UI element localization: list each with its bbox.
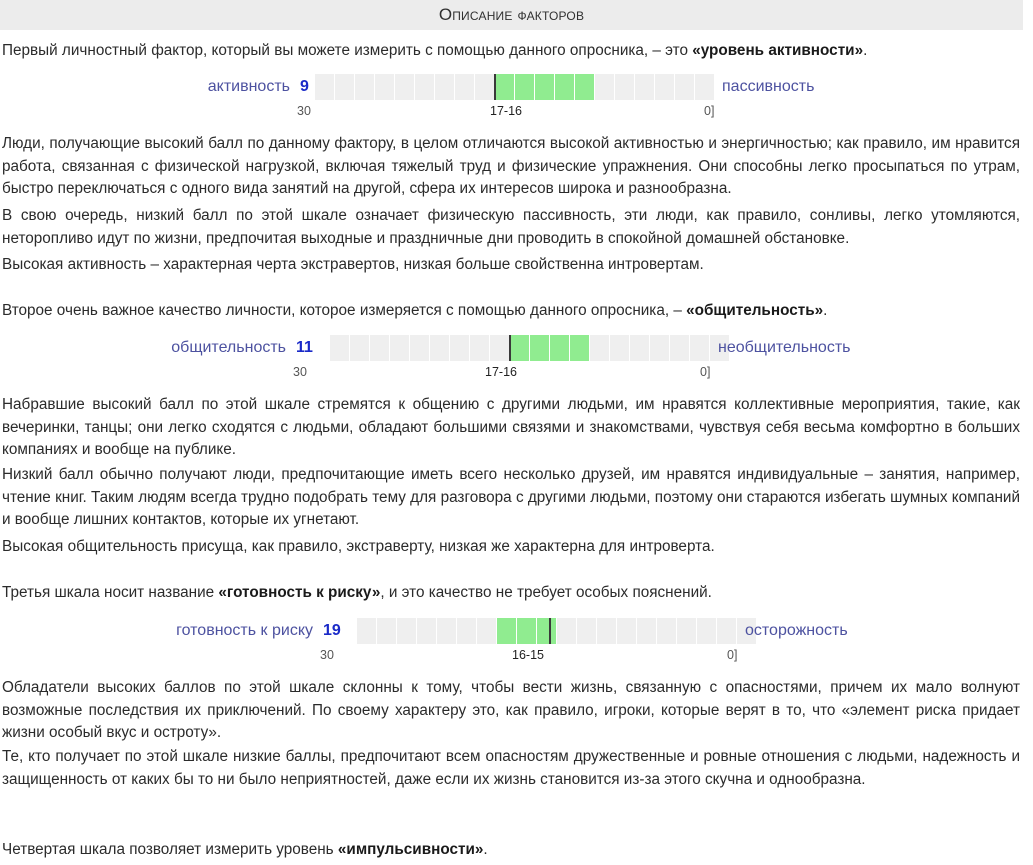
scale-cell bbox=[670, 335, 689, 361]
scale-cell bbox=[557, 618, 576, 644]
intro-tail: , и это качество не требует особых пояснений. bbox=[380, 584, 712, 601]
scale-cell bbox=[510, 335, 529, 361]
scale-score: 11 bbox=[296, 339, 313, 356]
scale-norm-marker bbox=[549, 618, 551, 644]
scale-cell bbox=[390, 335, 409, 361]
factor-scale bbox=[160, 74, 860, 122]
scale-left-label: общительность bbox=[171, 339, 286, 356]
scale-cell bbox=[397, 618, 416, 644]
factor-intro bbox=[2, 582, 1020, 605]
scale-cell bbox=[657, 618, 676, 644]
intro-tail: . bbox=[863, 42, 868, 59]
scale-cell bbox=[555, 74, 574, 100]
scale-cell bbox=[315, 74, 334, 100]
scale-cell bbox=[655, 74, 674, 100]
scale-cell bbox=[395, 74, 414, 100]
scale-cell bbox=[675, 74, 694, 100]
scale-max-tick: 0] bbox=[700, 365, 711, 379]
intro-tail: . bbox=[823, 302, 828, 319]
scale-norm-marker bbox=[494, 74, 496, 100]
scale-cell bbox=[530, 335, 549, 361]
factor-paragraph: Люди, получающие высокий балл по данному фактору, в целом отличаются высокой активностью и энергичностью; как правило, им нравится работа, связанная с физической нагрузкой, включая тяжелый труд и физические упражнения. Они способны легко просыпаться по утрам, быстро переключаться с одного вида занятий на другой, сфера их интересов широка и разнообразна. bbox=[2, 135, 1020, 198]
scale-cell bbox=[330, 335, 349, 361]
scale-cell bbox=[595, 74, 614, 100]
scale-cell bbox=[490, 335, 509, 361]
scale-cells bbox=[330, 335, 710, 361]
scale-min-tick: 30 bbox=[297, 104, 311, 118]
scale-cell bbox=[537, 618, 556, 644]
scale-cell bbox=[570, 335, 589, 361]
scale-cell bbox=[430, 335, 449, 361]
scale-cell bbox=[470, 335, 489, 361]
scale-cell bbox=[575, 74, 594, 100]
scale-cell bbox=[435, 74, 454, 100]
scale-norm-tick: 17-16 bbox=[485, 365, 517, 379]
factor-name: «уровень активности» bbox=[692, 42, 864, 59]
scale-cell bbox=[335, 74, 354, 100]
scale-score: 9 bbox=[300, 78, 309, 95]
scale-max-tick: 0] bbox=[704, 104, 715, 118]
intro-tail: . bbox=[483, 841, 488, 858]
factor-paragraph: Те, кто получает по этой шкале низкие баллы, предпочитают всем опасностям дружественные и ровные отношения с людьми, надежность и защищенность от каких бы то ни было неприятностей, даже если их жизнь становится из-за этого скучна и однообразна. bbox=[2, 748, 1020, 788]
scale-cell bbox=[355, 74, 374, 100]
scale-cell bbox=[477, 618, 496, 644]
intro-text: Четвертая шкала позволяет измерить уровень bbox=[2, 841, 338, 858]
scale-cell bbox=[495, 74, 514, 100]
scale-norm-tick: 16-15 bbox=[512, 648, 544, 662]
scale-cell bbox=[535, 74, 554, 100]
scale-max-tick: 0] bbox=[727, 648, 738, 662]
scale-cell bbox=[650, 335, 669, 361]
factor-paragraph: В свою очередь, низкий балл по этой шкале означает физическую пассивность, эти люди, как правило, сонливы, легко утомляются, неторопливо идут по жизни, предпочитая выходные и праздничные дни проводить в спокойной домашней обстановке. bbox=[2, 207, 1020, 247]
scale-left-label: активность bbox=[207, 78, 290, 95]
factor-paragraph: Набравшие высокий балл по этой шкале стремятся к общению с другими людьми, им нравятся коллективные мероприятия, такие, как вечеринки, танцы; они легко сходятся с людьми, обладают большими связями и знакомствами, чувствуя себя весьма комфортно в больших компаниях и вообще на публике. bbox=[2, 396, 1020, 459]
section-title: Описание факторов bbox=[438, 5, 585, 24]
scale-cell bbox=[597, 618, 616, 644]
scale-cell bbox=[550, 335, 569, 361]
factor-name: «импульсивности» bbox=[337, 841, 484, 858]
scale-cell bbox=[717, 618, 736, 644]
scale-cell bbox=[637, 618, 656, 644]
scale-right-label: пассивность bbox=[722, 78, 815, 95]
factor-paragraph: Высокая общительность присуща, как правило, экстраверту, низкая же характерна для интроверта. bbox=[2, 538, 715, 555]
intro-text: Первый личностный фактор, который вы можете измерить с помощью данного опросника, – это bbox=[2, 42, 693, 59]
scale-cell bbox=[695, 74, 714, 100]
scale-cell bbox=[690, 335, 709, 361]
scale-left-label: готовность к риску bbox=[176, 622, 313, 639]
scale-cell bbox=[610, 335, 629, 361]
scale-cell bbox=[515, 74, 534, 100]
intro-text: Второе очень важное качество личности, которое измеряется с помощью данного опросника, – bbox=[2, 302, 687, 319]
scale-cell bbox=[577, 618, 596, 644]
scale-cell bbox=[410, 335, 429, 361]
scale-right-label: осторожность bbox=[745, 622, 848, 639]
scale-min-tick: 30 bbox=[320, 648, 334, 662]
scale-cell bbox=[497, 618, 516, 644]
scale-cell bbox=[457, 618, 476, 644]
scale-cell bbox=[677, 618, 696, 644]
scale-cell bbox=[590, 335, 609, 361]
factor-name: «общительность» bbox=[686, 302, 824, 319]
scale-cell bbox=[437, 618, 456, 644]
scale-cell bbox=[697, 618, 716, 644]
factor-intro bbox=[2, 839, 1020, 862]
scale-cells bbox=[315, 74, 715, 100]
factor-paragraph: Высокая активность – характерная черта экстравертов, низкая больше свойственна интровертам. bbox=[2, 256, 704, 273]
scale-right-label: необщительность bbox=[718, 339, 851, 356]
scale-norm-marker bbox=[509, 335, 511, 361]
scale-cell bbox=[417, 618, 436, 644]
scale-cell bbox=[377, 618, 396, 644]
section-header bbox=[0, 0, 1023, 30]
scale-cell bbox=[517, 618, 536, 644]
scale-cell bbox=[375, 74, 394, 100]
scale-min-tick: 30 bbox=[293, 365, 307, 379]
factor-intro bbox=[2, 300, 1020, 323]
scale-cell bbox=[450, 335, 469, 361]
scale-cell bbox=[635, 74, 654, 100]
scale-cell bbox=[455, 74, 474, 100]
factor-name: «готовность к риску» bbox=[218, 584, 381, 601]
factor-scale bbox=[135, 618, 875, 666]
scale-cell bbox=[370, 335, 389, 361]
scale-cell bbox=[415, 74, 434, 100]
factor-paragraph: Низкий балл обычно получают люди, предпочитающие иметь всего несколько друзей, им нравятся индивидуальные – занятия, например, чтение книг. Таким людям всегда трудно подобрать тему для разговора с другими людьми, поэтому они стараются избегать шумных компаний и вообще лишних контактов, которые их угнетают. bbox=[2, 466, 1020, 529]
scale-cell bbox=[357, 618, 376, 644]
scale-cell bbox=[350, 335, 369, 361]
factor-scale bbox=[135, 335, 875, 383]
scale-norm-tick: 17-16 bbox=[490, 104, 522, 118]
scale-cell bbox=[615, 74, 634, 100]
factor-paragraph: Обладатели высоких баллов по этой шкале склонны к тому, чтобы вести жизнь, связанную с опасностями, причем их мало волнуют возможные последствия их приключений. По своему характеру это, как правило, игроки, которые верят в то, что «элемент риска придает жизни особый вкус и остроту». bbox=[2, 679, 1020, 742]
scale-cell bbox=[475, 74, 494, 100]
intro-text: Третья шкала носит название bbox=[2, 584, 219, 601]
scale-cell bbox=[617, 618, 636, 644]
scale-cell bbox=[630, 335, 649, 361]
scale-score: 19 bbox=[323, 622, 341, 639]
factor-intro bbox=[2, 40, 1020, 63]
scale-cells bbox=[357, 618, 737, 644]
